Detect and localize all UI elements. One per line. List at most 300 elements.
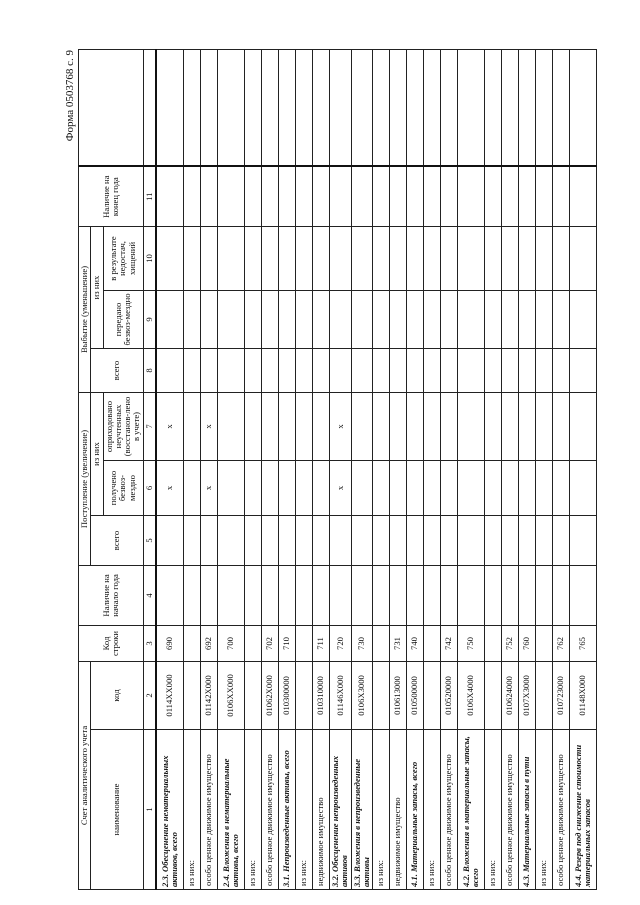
start-value [329, 566, 351, 626]
row-name: 4.4. Резерв под снижение стоимости материальных запасов [570, 730, 597, 890]
row-name: особо ценное движимое имущество [502, 730, 519, 890]
shortages-value [485, 226, 502, 290]
disposal-total-value [519, 349, 536, 393]
disposal-total-value [295, 349, 312, 393]
extra-column-cell [536, 49, 553, 166]
row-code: 01148X000 [570, 662, 597, 730]
start-value [351, 566, 373, 626]
row-code: 010624000 [502, 662, 519, 730]
shortages-value [390, 226, 407, 290]
end-value [200, 166, 217, 226]
income-total-value [156, 516, 184, 566]
shortages-value [502, 226, 519, 290]
disposal-total-value [553, 349, 570, 393]
extra-column-cell [261, 49, 278, 166]
start-value [424, 566, 441, 626]
row-line-code: 692 [200, 626, 217, 662]
row-name: 3.3. Вложения в непроизведенные активы [351, 730, 373, 890]
start-header: Наличие на начало года [79, 566, 144, 626]
column-number: 5 [143, 516, 156, 566]
start-value [244, 566, 261, 626]
shortages-header: в результате недостач, хищений [103, 226, 143, 290]
transferred-free-value [329, 291, 351, 349]
extra-column-cell [217, 49, 244, 166]
extra-column-cell [278, 49, 295, 166]
row-line-code [485, 626, 502, 662]
row-name: особо ценное движимое имущество [441, 730, 458, 890]
row-code: 0106X4000 [458, 662, 485, 730]
income-total-value [390, 516, 407, 566]
disposal-total-value [502, 349, 519, 393]
start-value [570, 566, 597, 626]
end-value [485, 166, 502, 226]
account-header: Счет аналитического учета [79, 662, 91, 890]
received-free-value [244, 461, 261, 516]
row-name: недвижимое имущество [312, 730, 329, 890]
row-line-code: 710 [278, 626, 295, 662]
recorded-value [278, 393, 295, 461]
disposal-total-value [261, 349, 278, 393]
disposal-total-value [351, 349, 373, 393]
shortages-value [458, 226, 485, 290]
row-line-code: 752 [502, 626, 519, 662]
end-value [312, 166, 329, 226]
extra-column-cell [244, 49, 261, 166]
income-total-value [553, 516, 570, 566]
row-line-code: 720 [329, 626, 351, 662]
transferred-free-value [390, 291, 407, 349]
column-number: 1 [143, 730, 156, 890]
rotated-form [60, 50, 593, 890]
table-body [156, 49, 597, 889]
table-row [502, 49, 519, 889]
transferred-free-value [536, 291, 553, 349]
column-number: 4 [143, 566, 156, 626]
disposal-total-value [156, 349, 184, 393]
recorded-header: оприходовано неучтенных (восстанов-лено в учете) [103, 393, 143, 461]
row-code: 0114XX000 [156, 662, 184, 730]
row-line-code [244, 626, 261, 662]
table-row [424, 49, 441, 889]
row-code: 01062X000 [261, 662, 278, 730]
table-row [244, 49, 261, 889]
received-free-value [278, 461, 295, 516]
recorded-value [312, 393, 329, 461]
transferred-free-value [502, 291, 519, 349]
received-free-value [519, 461, 536, 516]
row-code [295, 662, 312, 730]
income-total-header: всего [91, 516, 143, 566]
start-value [536, 566, 553, 626]
shortages-value [183, 226, 200, 290]
disposal-total-value [570, 349, 597, 393]
start-value [485, 566, 502, 626]
end-value [441, 166, 458, 226]
row-line-code [424, 626, 441, 662]
recorded-value [458, 393, 485, 461]
row-line-code: 742 [441, 626, 458, 662]
received-free-value [553, 461, 570, 516]
disposal-total-value [424, 349, 441, 393]
table-row [200, 49, 217, 889]
transferred-free-value [200, 291, 217, 349]
column-number: 8 [143, 349, 156, 393]
row-line-code: 690 [156, 626, 184, 662]
extra-column-cell [156, 49, 184, 166]
row-line-code: 700 [217, 626, 244, 662]
row-name: 3.1. Непроизведенные активы, всего [278, 730, 295, 890]
transferred-free-value [351, 291, 373, 349]
received-free-value [217, 461, 244, 516]
row-line-code: 740 [407, 626, 424, 662]
shortages-value [312, 226, 329, 290]
line-code-header: Код строки [79, 626, 144, 662]
received-free-value [390, 461, 407, 516]
received-free-value [295, 461, 312, 516]
start-value [458, 566, 485, 626]
row-name: особо ценное движимое имущество [553, 730, 570, 890]
income-header: Поступление (увеличение) [79, 393, 91, 566]
recorded-value [261, 393, 278, 461]
row-name: из них: [295, 730, 312, 890]
row-line-code [295, 626, 312, 662]
received-free-value [441, 461, 458, 516]
transferred-free-value [156, 291, 184, 349]
start-value [441, 566, 458, 626]
transferred-free-value [312, 291, 329, 349]
row-line-code: 762 [553, 626, 570, 662]
extra-column-cell [424, 49, 441, 166]
end-value [373, 166, 390, 226]
income-total-value [502, 516, 519, 566]
extra-column-cell [295, 49, 312, 166]
row-name: из них: [485, 730, 502, 890]
recorded-value [407, 393, 424, 461]
start-value [502, 566, 519, 626]
extra-column-cell [373, 49, 390, 166]
shortages-value [244, 226, 261, 290]
shortages-value [200, 226, 217, 290]
row-code: 0106X3000 [351, 662, 373, 730]
transferred-free-value [373, 291, 390, 349]
received-free-value [424, 461, 441, 516]
table-row [329, 49, 351, 889]
extra-column-cell [553, 49, 570, 166]
start-value [261, 566, 278, 626]
disposal-total-value [183, 349, 200, 393]
income-total-value [458, 516, 485, 566]
row-line-code: 702 [261, 626, 278, 662]
shortages-value [217, 226, 244, 290]
start-value [553, 566, 570, 626]
end-value [217, 166, 244, 226]
extra-column-cell [407, 49, 424, 166]
column-number: 9 [143, 291, 156, 349]
row-line-code: 730 [351, 626, 373, 662]
table-row [536, 49, 553, 889]
shortages-value [553, 226, 570, 290]
recorded-value [424, 393, 441, 461]
table-row [553, 49, 570, 889]
end-value [502, 166, 519, 226]
row-name: особо ценное движимое имущество [261, 730, 278, 890]
start-value [407, 566, 424, 626]
row-line-code [536, 626, 553, 662]
table-row [570, 49, 597, 889]
code-header: код [91, 662, 143, 730]
row-code [485, 662, 502, 730]
transferred-free-value [570, 291, 597, 349]
end-value [458, 166, 485, 226]
analytic-account-table [78, 49, 597, 890]
extra-column-cell [570, 49, 597, 166]
income-total-value [295, 516, 312, 566]
start-value [373, 566, 390, 626]
column-number-row [143, 49, 156, 889]
row-name: 4.3. Материальные запасы в пути [519, 730, 536, 890]
received-free-value [458, 461, 485, 516]
start-value [156, 566, 184, 626]
table-row [261, 49, 278, 889]
recorded-value [217, 393, 244, 461]
income-of-them-header: из них [91, 393, 103, 516]
shortages-value [441, 226, 458, 290]
extra-column-cell [502, 49, 519, 166]
row-code: 010613000 [390, 662, 407, 730]
income-total-value [570, 516, 597, 566]
row-name: из них: [373, 730, 390, 890]
row-name: 3.2. Обесценение непроизведенных активов [329, 730, 351, 890]
disposal-total-value [217, 349, 244, 393]
income-total-value [329, 516, 351, 566]
row-line-code: 731 [390, 626, 407, 662]
income-total-value [485, 516, 502, 566]
received-free-value [407, 461, 424, 516]
row-name: из них: [536, 730, 553, 890]
row-code [373, 662, 390, 730]
income-total-value [200, 516, 217, 566]
table-row [485, 49, 502, 889]
row-code: 0107X3000 [519, 662, 536, 730]
row-code [183, 662, 200, 730]
row-name: 4.1. Материальные запасы, всего [407, 730, 424, 890]
extra-column-cell [183, 49, 200, 166]
disposal-total-value [485, 349, 502, 393]
recorded-value: х [156, 393, 184, 461]
recorded-value [519, 393, 536, 461]
table-row [373, 49, 390, 889]
disposal-total-value [536, 349, 553, 393]
table-row [278, 49, 295, 889]
recorded-value [295, 393, 312, 461]
recorded-value [183, 393, 200, 461]
shortages-value [407, 226, 424, 290]
shortages-value [295, 226, 312, 290]
extra-column-cell [458, 49, 485, 166]
income-total-value [519, 516, 536, 566]
received-free-value [351, 461, 373, 516]
start-value [390, 566, 407, 626]
table-row [295, 49, 312, 889]
received-free-value [570, 461, 597, 516]
disposal-total-value [278, 349, 295, 393]
recorded-value [502, 393, 519, 461]
table-row [407, 49, 424, 889]
recorded-value [390, 393, 407, 461]
received-free-value [536, 461, 553, 516]
extra-column-cell [390, 49, 407, 166]
income-total-value [536, 516, 553, 566]
end-value [183, 166, 200, 226]
table-row [312, 49, 329, 889]
shortages-value [261, 226, 278, 290]
transferred-free-value [485, 291, 502, 349]
table-row [351, 49, 373, 889]
disposal-total-header: всего [91, 349, 143, 393]
column-number: 7 [143, 393, 156, 461]
recorded-value [441, 393, 458, 461]
start-value [183, 566, 200, 626]
transferred-free-value [295, 291, 312, 349]
end-value [295, 166, 312, 226]
end-value [407, 166, 424, 226]
row-code: 010520000 [441, 662, 458, 730]
start-value [278, 566, 295, 626]
recorded-value [485, 393, 502, 461]
shortages-value [424, 226, 441, 290]
recorded-value [553, 393, 570, 461]
income-total-value [261, 516, 278, 566]
received-free-value: х [329, 461, 351, 516]
transferred-free-value [261, 291, 278, 349]
row-name: из них: [244, 730, 261, 890]
extra-column-cell [329, 49, 351, 166]
end-value [570, 166, 597, 226]
row-code: 01146X000 [329, 662, 351, 730]
transferred-free-value [244, 291, 261, 349]
name-header: наименование [91, 730, 143, 890]
column-number: 11 [143, 166, 156, 226]
end-value [519, 166, 536, 226]
shortages-value [373, 226, 390, 290]
disposal-total-value [390, 349, 407, 393]
transferred-free-value [441, 291, 458, 349]
recorded-value [351, 393, 373, 461]
row-code: 0106XX000 [217, 662, 244, 730]
received-free-value [183, 461, 200, 516]
row-line-code: 765 [570, 626, 597, 662]
income-total-value [373, 516, 390, 566]
received-free-value [261, 461, 278, 516]
end-value [351, 166, 373, 226]
end-header: Наличие на конец года [79, 166, 144, 226]
row-line-code [373, 626, 390, 662]
row-code: 010300000 [278, 662, 295, 730]
recorded-value [244, 393, 261, 461]
column-number: 2 [143, 662, 156, 730]
extra-column-cell [441, 49, 458, 166]
shortages-value [519, 226, 536, 290]
disposal-total-value [200, 349, 217, 393]
received-free-header: получено безвоз-мездно [103, 461, 143, 516]
row-code [424, 662, 441, 730]
received-free-value [485, 461, 502, 516]
extra-column-cell [519, 49, 536, 166]
extra-column-cell [351, 49, 373, 166]
extra-column-cell [200, 49, 217, 166]
row-line-code [183, 626, 200, 662]
extra-column-header [79, 49, 144, 166]
row-name: 4.2. Вложения в материальные запасы, всего [458, 730, 485, 890]
row-line-code: 760 [519, 626, 536, 662]
row-code: 010500000 [407, 662, 424, 730]
received-free-value: х [156, 461, 184, 516]
row-line-code: 750 [458, 626, 485, 662]
table-row [519, 49, 536, 889]
end-value [553, 166, 570, 226]
transferred-free-value [183, 291, 200, 349]
column-number: 10 [143, 226, 156, 290]
row-name: недвижимое имущество [390, 730, 407, 890]
table-row [458, 49, 485, 889]
disposal-total-value [458, 349, 485, 393]
received-free-value [373, 461, 390, 516]
table-row [390, 49, 407, 889]
table-row [183, 49, 200, 889]
recorded-value: х [200, 393, 217, 461]
transferred-free-value [407, 291, 424, 349]
received-free-value [312, 461, 329, 516]
income-total-value [183, 516, 200, 566]
disposal-total-value [244, 349, 261, 393]
income-total-value [217, 516, 244, 566]
row-name: 2.4. Вложения в нематериальные активы, всего [217, 730, 244, 890]
header-row-1 [79, 49, 91, 889]
disposal-of-them-header: из них [91, 226, 103, 348]
end-value [261, 166, 278, 226]
income-total-value [244, 516, 261, 566]
row-code [536, 662, 553, 730]
end-value [244, 166, 261, 226]
start-value [519, 566, 536, 626]
income-total-value [351, 516, 373, 566]
table-row [156, 49, 184, 889]
shortages-value [351, 226, 373, 290]
end-value [424, 166, 441, 226]
form-number: Форма 0503768 с. 9 [64, 50, 76, 142]
disposal-header: Выбытие (уменьшение) [79, 226, 91, 392]
disposal-total-value [329, 349, 351, 393]
shortages-value [570, 226, 597, 290]
income-total-value [312, 516, 329, 566]
end-value [329, 166, 351, 226]
row-code: 01142X000 [200, 662, 217, 730]
row-code [244, 662, 261, 730]
transferred-free-value [553, 291, 570, 349]
table-row [217, 49, 244, 889]
column-number: 3 [143, 626, 156, 662]
table-row [441, 49, 458, 889]
column-number: 6 [143, 461, 156, 516]
received-free-value: х [200, 461, 217, 516]
transferred-free-value [217, 291, 244, 349]
income-total-value [407, 516, 424, 566]
transferred-free-header: передано безвоз-мездно [103, 291, 143, 349]
disposal-total-value [373, 349, 390, 393]
transferred-free-value [278, 291, 295, 349]
row-name: из них: [183, 730, 200, 890]
end-value [390, 166, 407, 226]
